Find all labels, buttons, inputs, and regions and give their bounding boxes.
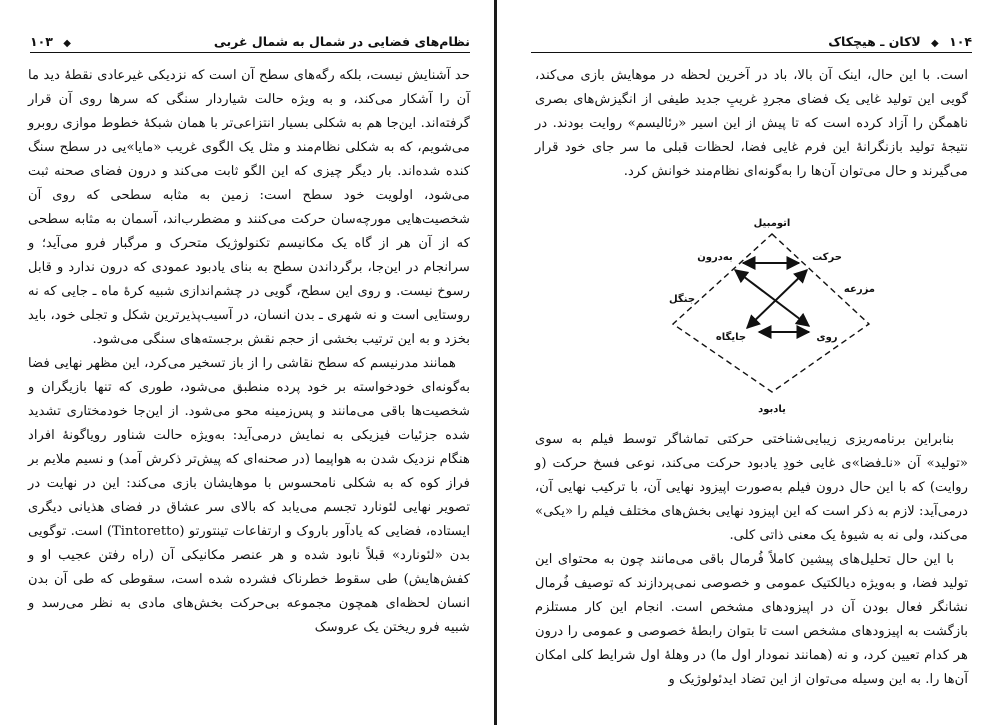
paragraph: همانند مدرنیسم که سطح نقاشی را از باز تسخیر می‌کرد، این مظهر نهایی فضا به‌گونه‌ای خودخواسته بر خود پرده منطبق می‌شود، طوری که تنها بازیگران و شخصیت‌ها باقی می‌مانند و پس‌زمینه محو می‌شود. از این‌جا خودمختاری تشدید شده جزئیات فیزیکی به نمایش درمی‌آید: به‌ویژه حالت شناور رویاگونهٔ افراد هنگام نزدیک شدن به هواپیما (در صحنه‌ای که پیش‌تر ذکرش آمد) و نسیم ملایم بر فراز کوه که به شکلی نامحسوس با موهایشان بازی می‌کند: این در نهایت در تصویر نهایی لئونارد تجسم می‌یابد که بالای سر عشاق در فضای هذیانی دیگری ایستاده، فضایی که یادآور باروک و ارتفاعات تینتورتو (Tintoretto) است. توگویی بدن «لئونارد» قبلاً نابود شده و هر عنصر مکانیکی آن (راه رفتن عجیب او و کفش‌هایش) طی سقوط خطرناک فشرده شده است، سقوطی که طی آن بدن انسان لحظه‌ای همچون مجموعه بی‌حرکت بخش‌های مادی به نظر می‌رسد و شبیه فرو ریختن یک عروسک — [28, 356, 471, 635]
diagram-svg — [647, 212, 897, 426]
body-text — [28, 64, 470, 640]
running-head-title: نظام‌های فضایی در شمال به شمال غربی — [213, 33, 470, 49]
label-bottom: یادبود — [758, 404, 786, 415]
label-right-outer: مزرعه — [843, 284, 875, 295]
label-lower-right: روی — [816, 332, 838, 343]
label-lower-left: جایگاه — [715, 332, 747, 343]
label-left-outer: جنگل — [669, 294, 696, 305]
body-text-top — [535, 64, 968, 184]
body-text-bottom — [535, 428, 968, 692]
arrow-cross-2 — [747, 270, 807, 328]
semiotic-diagram — [647, 212, 897, 426]
label-top: اتومبیل — [753, 218, 791, 229]
running-head — [30, 30, 470, 53]
left-page — [0, 0, 494, 725]
paragraph: با این حال تحلیل‌های پیشین کاملاً فُرمال باقی می‌مانند چون به محتوای این تولید فضا، و به‌ویژه دیالکتیک عمومی و خصوصی نمی‌پردازند که توصیف فُرمال نشانگر فعال بودن آن در اپیزودهای مشخص است. انجام این کار مستلزم بازگشت به اپیزودهای مشخص است تا بتوان رابطهٔ خصوصی و عمومی را درون هر کدام تعیین کرد، و نه (همانند نمودار اول ما) در وهلهٔ اول شرایط کلی امکان آن‌ها را. به این وسیله می‌توان از این تضاد ایدئولوژیک و — [535, 552, 968, 687]
running-head — [531, 30, 972, 53]
label-upper-left: به‌درون — [697, 252, 733, 263]
diamond-icon: ◆ — [63, 37, 71, 49]
label-upper-right: حرکت — [812, 252, 842, 263]
page-number: ۱۰۳ — [30, 33, 53, 49]
page-number-group — [828, 34, 972, 49]
paragraph: حد آشنایش نیست، بلکه رگه‌های سطح آن است که نزدیکی غیرعادی نقطهٔ دید ما آن را آشکار می‌کند، و به ویژه حالت شیاردار سنگی که سرها روی آن قرار گرفته‌اند. این‌جا هم به شکلی بسیار انتزاعی‌تر با همان شبکهٔ خطوط موازی روبرو می‌شویم، که به شکلی نظام‌مند و مثل یک الگوی غریب «مایا»یی در سطح سنگ کنده شده‌اند. بار دیگر چیزی که این الگو ثابت می‌کند و درون فضای صحنه ثبت می‌شود، اولویت خود سطح است: زمین به مثابه سطحی که روی آن شخصیت‌هایی مورچه‌سان حرکت می‌کنند و مضطرب‌اند، آسمان به مثابه سطحی که از آن هر از گاه یک مکانیسم تکنولوژیک متحرک و مرگبار فرو می‌آید؛ و سرانجام در این‌جا، برگرداندن سطح به بنای یادبود عمودی که درون ندارد و قابل رسوخ نیست. و روی این سطح، گویی در چشم‌اندازی شبیه کرهٔ ماه ـ جایی که نه روستایی است و نه شهری ـ بدن انسان، در آسیب‌پذیرترین شکل و تجلی خود، باید بخزد و به این ترتیب بخشی از حجم نقش برجسته‌های سنگی می‌شود. — [28, 68, 470, 347]
running-head-title: لاکان ـ هیچکاک — [828, 33, 921, 49]
paragraph: است. با این حال، اینک آن بالا، باد در آخرین لحظه در موهایش بازی می‌کند، گویی این تولید غایی یک فضای مجردِ غریبِ جدید طیفی از انگیزش‌های بصری ناهمگن را آزاد کرده است که تا پیش از این اسیر «رئالیسم» روایت بودند. در نتیجهٔ تولید بازنگرانهٔ این فرم غایی فضا، لحظات قبلی ما سر جای خود قرار می‌گیرند و حال می‌توان آن‌ها را به‌گونه‌ای نظام‌مند خوانش کرد. — [535, 68, 968, 179]
page-number-group — [30, 34, 77, 49]
diamond-icon: ◆ — [931, 37, 939, 49]
paragraph: بنابراین برنامه‌ریزی زیبایی‌شناختی حرکتی تماشاگر توسط فیلم به سوی «تولید» آن «نا‌ـ‌فضا»ی غایی خودِ یادبود حرکت می‌کند، نوعی فسخ حرکت (و روایت) که با این حال درون فیلم به‌صورت اپیزود نهایی آن، با ترکیب نهایی آن، درمی‌آید: لازم به ذکر است که این اپیزود نهایی بخش‌های مختلف فیلم را «یکی» می‌کند، ولی نه به شیوهٔ یک معنی ذاتی کلی. — [535, 432, 968, 543]
right-page — [497, 0, 996, 725]
page-number: ۱۰۴ — [949, 33, 972, 49]
